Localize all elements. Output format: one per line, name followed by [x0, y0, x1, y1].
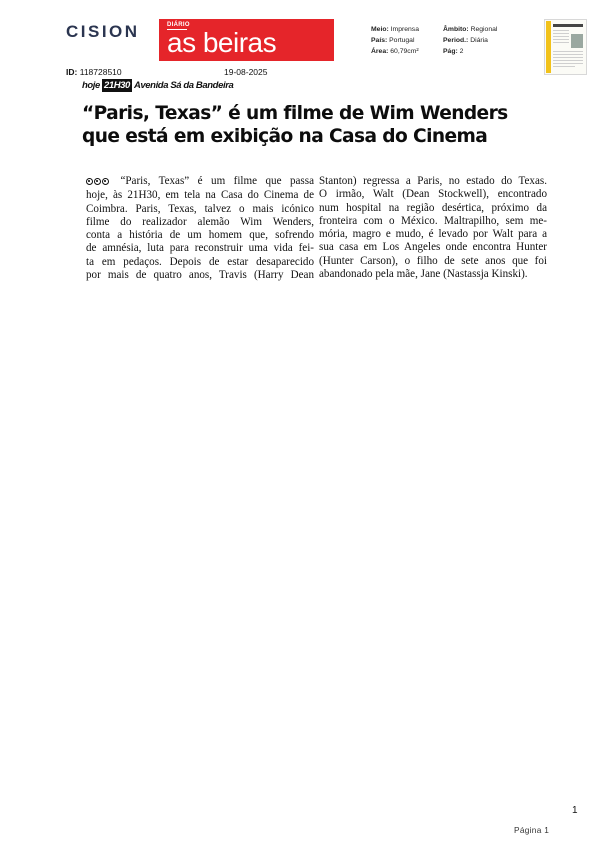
thumbnail-headline	[553, 24, 583, 27]
article-column-2	[319, 175, 547, 281]
meta-meio: Meio: Imprensa	[371, 26, 419, 33]
body-line: abandonado pela mãe, Jane (Nastassja Kinski).	[319, 268, 528, 281]
body-line: conta a história de um homem que, sofrendo	[86, 229, 314, 242]
section-kicker	[82, 79, 233, 92]
body-line: filme do realizador alemão Wim Wenders,	[86, 215, 314, 228]
article-headline	[82, 103, 522, 148]
publication-logo-small: DIÁRIO	[167, 22, 190, 28]
cision-logo	[66, 22, 140, 42]
article-column-1	[86, 175, 314, 282]
thumbnail-sidebar	[546, 21, 551, 73]
clip-id: ID: 118728510	[66, 67, 122, 77]
section-street: Avenida Sá da Bandeira	[133, 80, 234, 91]
thumbnail-line	[553, 51, 583, 52]
body-line: de amnésia, luta para reconstruir uma vida fei-	[86, 242, 314, 255]
thumbnail-line	[553, 66, 575, 67]
meta-pais: País: Portugal	[371, 37, 415, 44]
meta-column-left	[371, 24, 441, 57]
section-time: 21H30	[103, 80, 130, 91]
body-line: num hospital na região desértica, próximo da	[319, 201, 547, 214]
meta-period: Period.: Diária	[443, 37, 488, 44]
thumbnail-line	[553, 39, 569, 40]
thumbnail-line	[553, 33, 569, 34]
body-line: ta em pedaços. Depois de estar desaparecido	[86, 255, 314, 268]
body-line: fronteira com o México. Maltrapilho, sem me-	[319, 214, 547, 227]
body-line: Coimbra. Paris, Texas, talvez o mais icónico	[86, 202, 314, 215]
headline-line-2: que está em exibição na Casa do Cinema	[82, 125, 488, 147]
thumbnail-image	[571, 34, 583, 48]
thumbnail-line	[553, 54, 583, 55]
body-line: mória, magro e mudo, é levado por Walt para a	[319, 228, 547, 241]
clip-date: 19-08-2025	[224, 67, 268, 77]
thumbnail-line	[553, 36, 569, 37]
headline-line-1: “Paris, Texas” é um filme de Wim Wenders	[82, 103, 508, 124]
section-hoje: hoje	[82, 80, 100, 91]
meta-ambito: Âmbito: Regional	[443, 26, 498, 33]
thumbnail-line	[553, 57, 583, 58]
publication-logo-title: as beiras	[167, 27, 277, 58]
body-line: “Paris, Texas” é um filme que passa	[86, 175, 314, 189]
page-footer-label: Página 1	[514, 825, 550, 835]
body-line: (Hunter Carson), o filho de sete anos que foi	[319, 254, 547, 267]
page-thumbnail	[544, 19, 587, 75]
body-line: hoje, às 21H30, em tela na Casa do Cinema de	[86, 189, 314, 202]
thumbnail-line	[553, 42, 569, 43]
publication-logo	[159, 19, 334, 61]
body-line: por mais de quatro anos, Travis (Harry Dean	[86, 269, 314, 282]
thumbnail-line	[553, 63, 583, 64]
body-line: Stanton) regressa a Paris, no estado do Texas.	[319, 175, 547, 187]
meta-column-right	[443, 24, 513, 57]
body-line: O irmão, Walt (Dean Stockwell), encontrado	[319, 188, 547, 201]
meta-pag: Pág: 2	[443, 48, 464, 55]
cision-logo-text: CISION	[66, 22, 140, 41]
thumbnail-line	[553, 30, 569, 31]
body-line: sua casa em Los Angeles onde encontra Hunter	[319, 241, 547, 254]
thumbnail-line	[553, 60, 583, 61]
meta-area: Área: 60,79cm²	[371, 48, 419, 55]
lead-dots-icon	[86, 176, 110, 189]
page-number: 1	[572, 805, 578, 816]
